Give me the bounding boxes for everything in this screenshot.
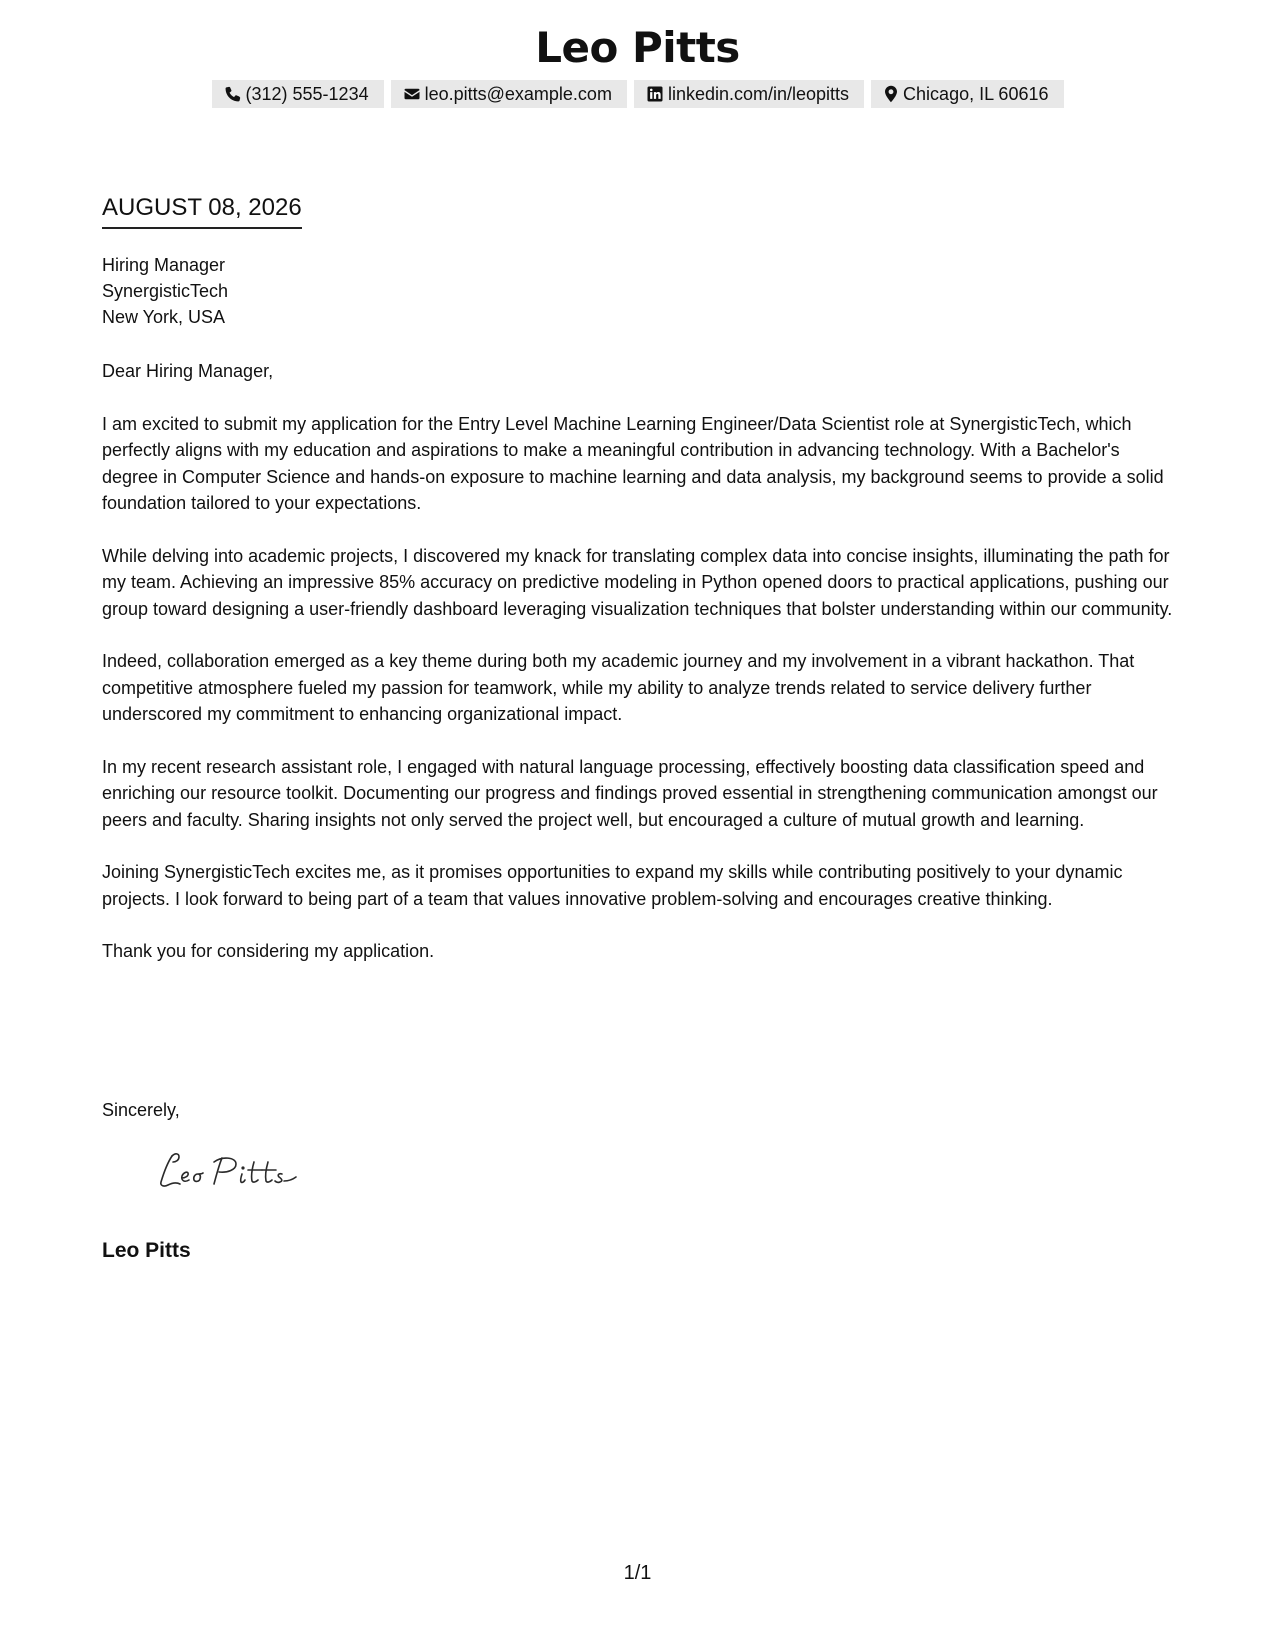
letter-date: AUGUST 08, 2026 <box>102 193 302 229</box>
map-pin-icon <box>883 85 899 103</box>
recipient-company: SynergisticTech <box>102 281 229 301</box>
body-paragraph: While delving into academic projects, I discovered my knack for translating complex data into concise insights, illuminating the path for my team. Achieving an impressive 85% accuracy on predictive modeling in Python opened doors to practical applications, pushing our group toward designing a user-friendly dashboard leveraging visualization techniques that bolster understanding within our community. <box>102 545 1173 619</box>
phone-icon <box>224 85 242 103</box>
contact-location[interactable] <box>871 80 1063 108</box>
body-paragraph: I am excited to submit my application for the Entry Level Machine Learning Engineer/Data Scientist role at SynergisticTech, which perfectly aligns with my education and aspirations to make a meaningful contribution in advancing technology. With a Bachelor's degree in Computer Science and hands-on exposure to machine learning and data analysis, my background seems to provide a solid foundation tailored to your expectations. <box>102 413 1164 513</box>
page-number: 1/1 <box>623 1562 652 1584</box>
body-paragraph: In my recent research assistant role, I engaged with natural language processing, effectively boosting data classification speed and enriching our resource toolkit. Documenting our progress and findings proved essential in strengthening communication amongst our peers and faculty. Sharing insights not only served the project well, but encouraged a culture of mutual growth and learning. <box>102 756 1158 830</box>
salutation: Dear Hiring Manager, <box>102 361 274 381</box>
contact-phone[interactable] <box>212 80 384 108</box>
contact-email-text: leo.pitts@example.com <box>424 83 612 104</box>
contact-phone-text: (312) 555-1234 <box>245 83 369 104</box>
contact-location-text: Chicago, IL 60616 <box>903 83 1049 104</box>
contact-bar <box>0 80 1275 108</box>
thank-you-line: Thank you for considering my application. <box>102 941 435 961</box>
body-paragraph: Joining SynergisticTech excites me, as it promises opportunities to expand my skills while contributing positively to your dynamic projects. I look forward to being part of a team that values innovative problem-solving and encourages creative thinking. <box>102 862 1123 909</box>
recipient-title: Hiring Manager <box>102 255 226 275</box>
applicant-name: Leo Pitts <box>535 23 740 72</box>
contact-linkedin-text: linkedin.com/in/leopitts <box>667 83 850 104</box>
envelope-icon <box>403 85 421 103</box>
recipient-block <box>102 252 1177 330</box>
handwritten-signature <box>150 1148 320 1203</box>
contact-linkedin[interactable] <box>634 80 864 108</box>
closing: Sincerely, <box>102 1100 180 1120</box>
body-paragraph: Indeed, collaboration emerged as a key theme during both my academic journey and my involvement in a vibrant hackathon. That competitive atmosphere fueled my passion for teamwork, while my ability to analyze trends related to service delivery further underscored my commitment to enhancing organizational impact. <box>102 651 1135 724</box>
signer-name: Leo Pitts <box>102 1239 191 1262</box>
contact-email[interactable] <box>391 80 627 108</box>
recipient-location: New York, USA <box>102 307 226 327</box>
letter-body <box>102 252 1177 991</box>
linkedin-icon <box>646 85 664 103</box>
